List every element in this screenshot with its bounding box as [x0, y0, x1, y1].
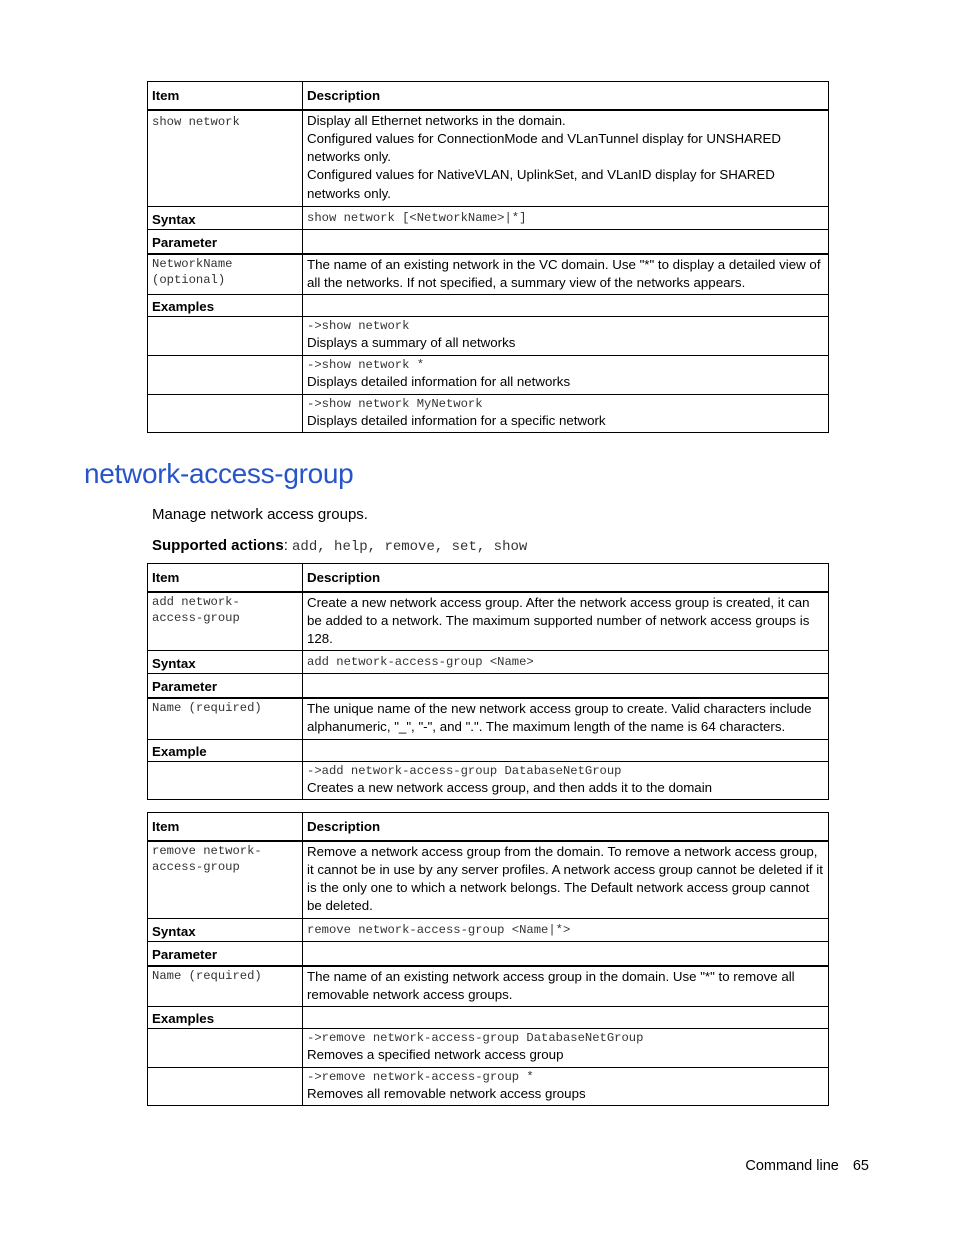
example-description: Displays a summary of all networks [307, 335, 516, 351]
parameter-cell [148, 966, 303, 1007]
section-intro: Manage network access groups. [152, 506, 368, 523]
example-description: Removes all removable network access groups [307, 1086, 586, 1102]
desc-line: Display all Ethernet networks in the domain. [307, 112, 566, 128]
examples-label: Examples [148, 295, 303, 317]
parameter-name: Name (required) [152, 968, 262, 983]
command-name: show network [152, 114, 240, 129]
parameter-description: The name of an existing network in the VC domain. Use "*" to display a detailed view of all the networks. If not specified, a summary view of the networks appears. [303, 254, 829, 295]
empty-cell [303, 942, 829, 966]
example-command: ->remove network-access-group DatabaseNetGroup [307, 1031, 644, 1046]
command-name-line: remove network- [152, 843, 262, 858]
examples-label: Examples [148, 1007, 303, 1029]
empty-cell [303, 674, 829, 698]
command-description [303, 110, 829, 207]
header-description: Description [303, 82, 829, 110]
syntax-value: show network [<NetworkName>|*] [307, 211, 527, 225]
example-cell [303, 1029, 829, 1068]
supported-actions-label: Supported actions [152, 537, 284, 554]
example-label: Example [148, 740, 303, 762]
syntax-label: Syntax [148, 919, 303, 942]
command-description: Create a new network access group. After the network access group is created, it can be added to a network. The maximum supported number of network access groups is 128. [303, 592, 829, 651]
page-footer [745, 1158, 869, 1174]
example-command: ->show network [307, 319, 410, 334]
syntax-value: remove network-access-group <Name|*> [307, 923, 571, 937]
supported-actions: Supported actions: add, help, remove, set, show [152, 537, 528, 555]
parameter-description: The unique name of the new network access group to create. Valid characters include alphanumeric, "_", "-", and ".". The maximum length of the name is 64 characters. [303, 698, 829, 740]
show-network-table [147, 81, 829, 433]
parameter-cell [148, 698, 303, 740]
command-name-line: access-group [152, 610, 240, 625]
empty-cell [148, 356, 303, 395]
header-item: Item [148, 82, 303, 110]
empty-cell [303, 1007, 829, 1029]
example-cell [303, 1068, 829, 1106]
syntax-cell [303, 919, 829, 942]
command-cell [148, 110, 303, 207]
example-description: Displays detailed information for all networks [307, 374, 571, 390]
empty-cell [148, 1068, 303, 1106]
parameter-label: Parameter [148, 942, 303, 966]
parameter-name: NetworkName [152, 256, 233, 271]
command-name-line: add network- [152, 594, 240, 609]
section-title: network-access-group [84, 458, 354, 489]
example-description: Creates a new network access group, and then adds it to the domain [307, 780, 713, 796]
parameter-description: The name of an existing network access group in the domain. Use "*" to remove all removable network access groups. [303, 966, 829, 1007]
add-network-access-group-table [147, 563, 829, 800]
command-description: Remove a network access group from the domain. To remove a network access group, it cannot be in use by any server profiles. A network access group cannot be deleted if it is the only one to which a network belongs. The Default network access group cannot be deleted. [303, 841, 829, 919]
empty-cell [303, 230, 829, 254]
example-command: ->add network-access-group DatabaseNetGroup [307, 764, 622, 779]
example-cell [303, 762, 829, 800]
example-cell [303, 356, 829, 395]
command-cell [148, 841, 303, 919]
header-description: Description [303, 564, 829, 592]
example-cell [303, 395, 829, 433]
syntax-label: Syntax [148, 651, 303, 674]
desc-line: Configured values for ConnectionMode and VLanTunnel display for UNSHARED networks only. [307, 130, 782, 165]
example-command: ->show network MyNetwork [307, 397, 483, 412]
header-item: Item [148, 564, 303, 592]
command-cell [148, 592, 303, 651]
command-name-line: access-group [152, 859, 240, 874]
remove-network-access-group-table [147, 812, 829, 1106]
example-description: Removes a specified network access group [307, 1047, 564, 1063]
footer-section: Command line [745, 1158, 839, 1174]
empty-cell [303, 295, 829, 317]
syntax-label: Syntax [148, 207, 303, 230]
empty-cell [148, 1029, 303, 1068]
example-command: ->remove network-access-group * [307, 1070, 534, 1085]
syntax-cell [303, 207, 829, 230]
example-command: ->show network * [307, 358, 425, 373]
parameter-cell [148, 254, 303, 295]
empty-cell [148, 762, 303, 800]
parameter-name: Name (required) [152, 700, 262, 715]
syntax-cell [303, 651, 829, 674]
parameter-label: Parameter [148, 674, 303, 698]
header-description: Description [303, 813, 829, 841]
desc-line: Configured values for NativeVLAN, UplinkSet, and VLanID display for SHARED networks only. [307, 167, 775, 201]
parameter-qualifier: (optional) [152, 272, 226, 287]
header-item: Item [148, 813, 303, 841]
example-description: Displays detailed information for a specific network [307, 413, 606, 429]
parameter-label: Parameter [148, 230, 303, 254]
empty-cell [148, 317, 303, 356]
example-cell [303, 317, 829, 356]
page-number: 65 [852, 1158, 869, 1174]
empty-cell [303, 740, 829, 762]
empty-cell [148, 395, 303, 433]
supported-actions-list: add, help, remove, set, show [292, 539, 528, 555]
syntax-value: add network-access-group <Name> [307, 655, 534, 669]
